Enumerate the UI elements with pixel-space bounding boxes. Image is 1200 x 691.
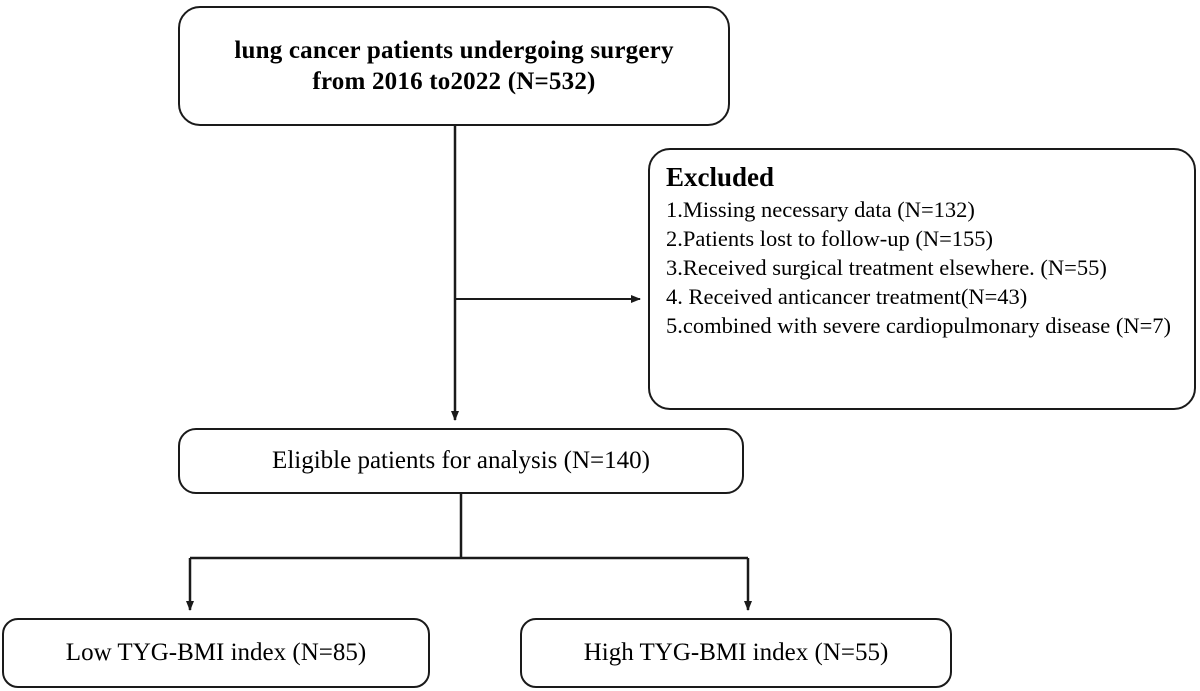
node-eligible-patients-label: Eligible patients for analysis (N=140) [272, 447, 650, 475]
node-cohort-source-line2: from 2016 to2022 (N=532) [312, 68, 596, 95]
node-high-group [520, 618, 952, 688]
excluded-reason-list [666, 195, 1180, 340]
node-cohort-source-text [234, 35, 673, 98]
list-item: 1.Missing necessary data (N=132) [666, 197, 975, 223]
node-low-group-label: Low TYG-BMI index (N=85) [65, 639, 367, 667]
node-low-group [2, 618, 430, 688]
node-cohort-source [178, 6, 730, 126]
node-high-group-label: High TYG-BMI index (N=55) [583, 639, 889, 667]
node-excluded-heading: Excluded [666, 162, 775, 192]
node-cohort-source-line1: lung cancer patients undergoing surgery [234, 36, 674, 64]
node-eligible-patients [178, 428, 744, 494]
node-excluded [648, 148, 1196, 410]
list-item: 3.Received surgical treatment elsewhere. (N=55) [666, 255, 1107, 281]
list-item: 2.Patients lost to follow-up (N=155) [666, 226, 994, 252]
list-item: 4. Received anticancer treatment(N=43) [666, 284, 1028, 310]
list-item: 5.combined with severe cardiopulmonary disease (N=7) [666, 313, 1172, 339]
